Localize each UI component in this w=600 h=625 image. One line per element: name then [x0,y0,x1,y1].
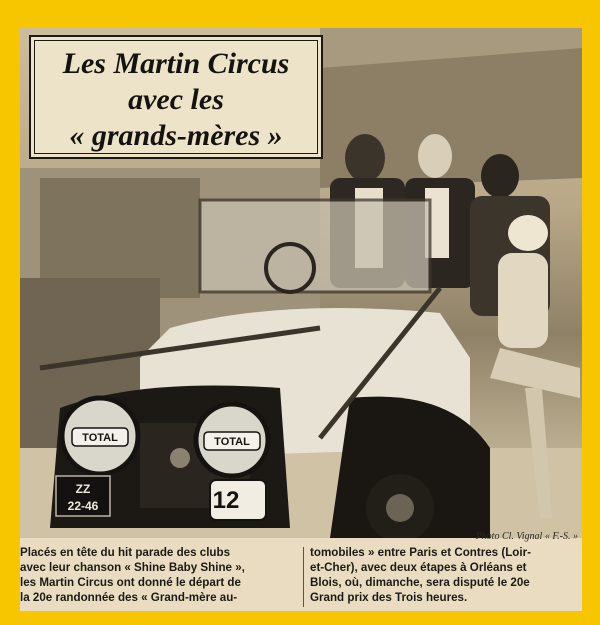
newspaper-clipping [20,28,582,611]
plate-line-1: ZZ [75,482,91,496]
person-head-3 [481,154,519,198]
right-headlamp [196,404,268,476]
caption-line: la 20e randonnée des « Grand-mère au- [20,591,238,604]
caption-line: Grand prix des Trois heures. [310,591,468,604]
headline-box [29,35,323,159]
right-sponsor-label: TOTAL [214,436,250,448]
caption-column-1 [20,545,295,605]
caption-line: les Martin Circus ont donné le départ de [20,576,241,589]
caption-line: avec leur chanson « Shine Baby Shine », [20,561,245,574]
press-photo [20,28,582,538]
woman-body [498,253,548,348]
person-head-2 [418,134,452,178]
woman-hair [508,215,548,251]
caption-line: Blois, où, dimanche, sera disputé le 20e [310,576,530,589]
column-divider [303,547,304,607]
caption-line: et-Cher), avec deux étapes à Orléans et [310,561,527,574]
race-number-plate [210,480,266,520]
licence-plate [56,476,110,516]
radiator-emblem [170,448,190,468]
headline-line-1: Les Martin Circus [62,47,290,80]
person-head-1 [345,134,385,182]
plate-line-2: 22-46 [67,499,99,513]
wheel-hub [386,494,414,522]
windshield [200,200,430,292]
caption-column-2 [310,545,582,605]
headline-line-2: avec les [128,83,224,116]
caption-text [20,545,582,611]
photo-credit: Photo Cl. Vignal « F.-S. » [475,531,578,542]
left-sponsor-label: TOTAL [82,432,118,444]
caption-line: Placés en tête du hit parade des clubs [20,546,231,559]
caption-line: tomobiles » entre Paris et Contres (Loir- [310,546,531,559]
left-headlamp [62,398,138,474]
race-number: 12 [212,487,240,514]
headline-line-3: « grands-mères » [69,119,283,152]
